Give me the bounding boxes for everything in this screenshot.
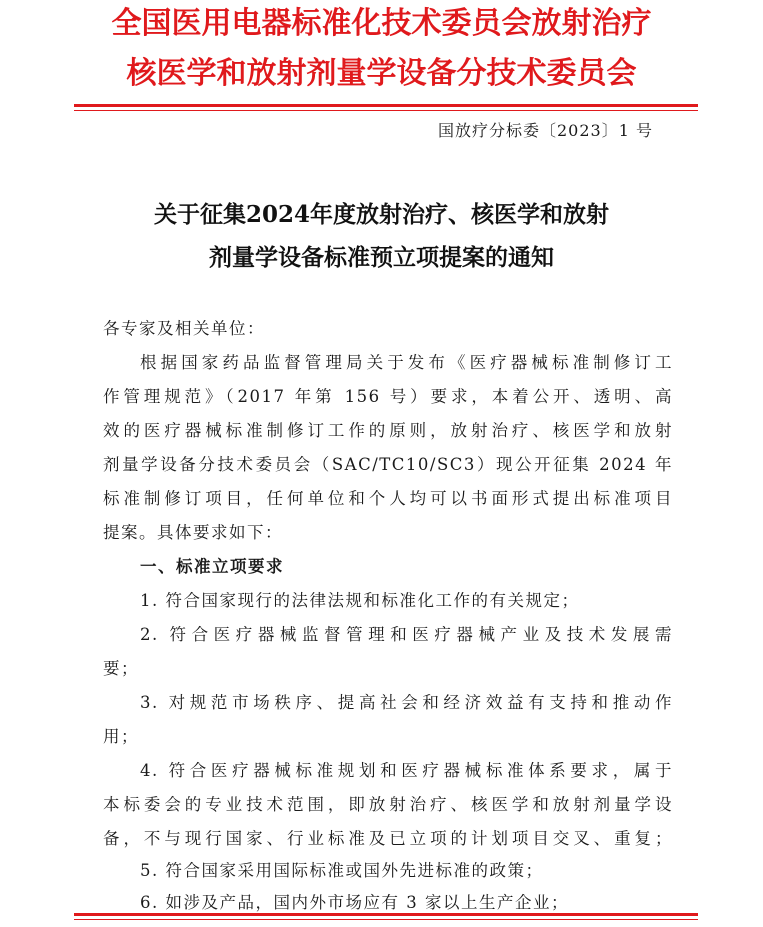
requirement-item-2: 2. 符合医疗器械监督管理和医疗器械产业及技术发展需 [140,625,673,644]
paragraph-line: 作管理规范》（2017 年第 156 号）要求，本着公开、透明、高 [103,387,673,406]
header-rule-thin [74,110,698,111]
footer-rule-thick [74,913,698,916]
paragraph-line: 根据国家药品监督管理局关于发布《医疗器械标准制修订工 [140,353,673,372]
requirement-item-4: 4. 符合医疗器械标准规划和医疗器械标准体系要求，属于 [140,761,673,780]
requirement-item-3-cont: 用； [103,727,139,746]
section-heading: 一、标准立项要求 [140,557,284,576]
requirement-item-1: 1. 符合国家现行的法律法规和标准化工作的有关规定； [140,591,580,610]
requirement-item-3: 3. 对规范市场秩序、提高社会和经济效益有支持和推动作 [140,693,673,712]
committee-name-line-2: 核医学和放射剂量学设备分技术委员会 [126,56,637,91]
salutation: 各专家及相关单位： [103,319,265,338]
paragraph-line: 剂量学设备分技术委员会（SAC/TC10/SC3）现公开征集 2024 年 [103,455,673,474]
paragraph-line: 标准制修订项目，任何单位和个人均可以书面形式提出标准项目 [103,489,673,508]
notice-title-line-1: 关于征集2024年度放射治疗、核医学和放射 [153,201,609,228]
paragraph-line: 效的医疗器械标准制修订工作的原则，放射治疗、核医学和放射 [103,421,673,440]
document-number: 国放疗分标委〔2023〕1 号 [438,121,653,140]
requirement-item-4-cont: 备，不与现行国家、行业标准及已立项的计划项目交叉、重复； [103,829,673,848]
footer-rule-thin [74,919,698,920]
header-rule-thick [74,104,698,107]
requirement-item-5: 5. 符合国家采用国际标准或国外先进标准的政策； [140,861,544,880]
committee-name-line-1: 全国医用电器标准化技术委员会放射治疗 [111,6,652,41]
notice-title-line-2: 剂量学设备标准预立项提案的通知 [209,244,554,271]
requirement-item-4-cont: 本标委会的专业技术范围，即放射治疗、核医学和放射剂量学设 [103,795,673,814]
requirement-item-6: 6. 如涉及产品，国内外市场应有 3 家以上生产企业； [140,893,569,912]
paragraph-line: 提案。具体要求如下： [103,523,283,542]
requirement-item-2-cont: 要； [103,659,139,678]
